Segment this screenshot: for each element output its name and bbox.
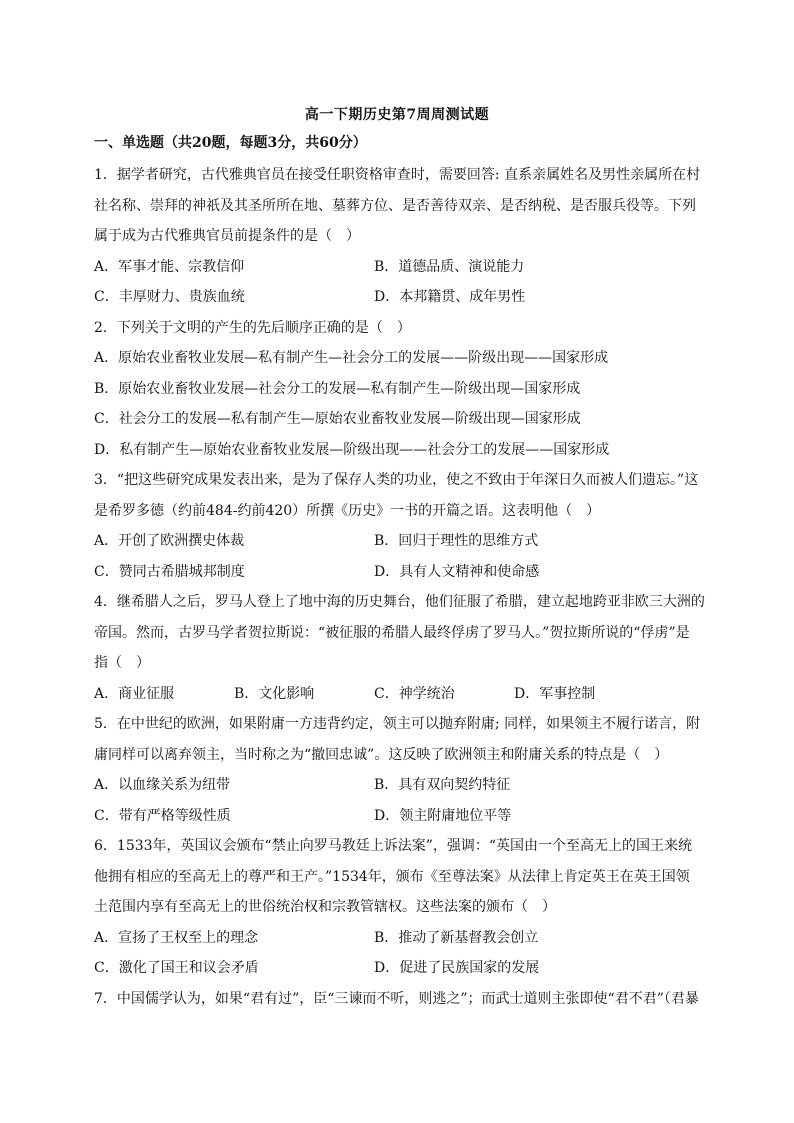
question-text-line: 属于成为古代雅典官员前提条件的是（ ） [94,228,360,244]
question-3 [94,465,706,587]
option-b[interactable]: B．具有双向契约特征 [374,777,511,793]
option-b[interactable]: B．道德品质、演说能力 [374,258,525,275]
option-row [94,923,706,954]
option-a[interactable]: A．开创了欧洲撰史体裁 [94,533,245,549]
option-a[interactable]: A．原始农业畜牧业发展—私有制产生—社会分工的发展——阶级出现——国家形成 [94,350,609,366]
option-c[interactable]: C．丰厚财力、贵族血统 [94,289,245,305]
option-row [94,679,706,710]
option-a[interactable]: A．以血缘关系为纽带 [94,777,231,793]
question-text-line: 7．中国儒学认为，如果“君有过”，臣“三谏而不听，则逃之”；而武士道则主张即使“君不君”（君暴 [94,990,699,1007]
option-a[interactable]: A．商业征服 [94,685,175,702]
option-b[interactable]: B．回归于理性的思维方式 [374,533,539,549]
question-text-line: 社名称、崇拜的神祇及其圣所所在地、墓葬方位、是否善待双亲、是否纳税、是否服兵役等。下列 [94,197,696,214]
question-text-line: 他拥有相应的至高无上的尊严和王产。”1534年，颁布《至尊法案》从法律上肯定英王在英王国领 [94,868,690,885]
section-heading: 一、单选题（共20题，每题3分，共60分） [94,135,367,151]
option-c[interactable]: C．神学统治 [374,685,455,702]
question-text-line: 土范围内享有至高无上的世俗统治权和宗教管辖权。这些法案的颁布（ ） [94,899,556,915]
question-text-line: 3．“把这些研究成果发表出来，是为了保存人类的功业，使之不致由于年深日久而被人们遗忘。”这 [94,472,699,488]
option-row [94,801,706,832]
option-b[interactable]: B．原始农业畜牧业发展—社会分工的发展—私有制产生—阶级出现—国家形成 [94,380,581,397]
option-row [94,953,706,984]
question-7 [94,984,706,1015]
option-c[interactable]: C．社会分工的发展—私有制产生—原始农业畜牧业发展—阶级出现—国家形成 [94,411,581,427]
question-list [94,160,706,1014]
option-row [94,770,706,801]
question-text-line: 4．继希腊人之后，罗马人登上了地中海的历史舞台，他们征服了希腊，建立起地跨亚非欧三大洲的 [94,594,705,610]
question-text-line: 指（ ） [94,655,150,671]
question-4 [94,587,706,709]
option-d[interactable]: D．具有人文精神和使命感 [374,563,540,580]
question-text-line: 帝国。然而，古罗马学者贺拉斯说：“被征服的希腊人最终俘虏了罗马人。”贺拉斯所说的“俘虏”是 [94,624,690,641]
question-text-line: 5．在中世纪的欧洲，如果附庸一方违背约定，领主可以抛弃附庸; 同样，如果领主不履行诺言，附 [94,716,701,732]
question-5 [94,709,706,831]
question-1 [94,160,706,313]
option-d[interactable]: D．本邦籍贯、成年男性 [374,289,526,305]
option-d[interactable]: D．领主附庸地位平等 [374,807,512,824]
option-c[interactable]: C．激化了国王和议会矛盾 [94,960,259,976]
option-row [94,252,706,283]
question-6 [94,831,706,984]
option-b[interactable]: B．文化影响 [234,685,315,702]
option-row [94,526,706,557]
option-d[interactable]: D．军事控制 [514,685,596,702]
option-row [94,557,706,588]
question-text-line: 1．据学者研究，古代雅典官员在接受任职资格审查时，需要回答: 直系亲属姓名及男性亲属所在村 [94,167,701,183]
question-text-line: 6．1533年，英国议会颁布“禁止向罗马教廷上诉法案”，强调：“英国由一个至高无上的国王来统 [94,838,693,854]
option-a[interactable]: A．宣扬了王权至上的理念 [94,929,259,946]
option-row [94,282,706,313]
question-text-line: 庸同样可以离弃领主，当时称之为“撤回忠诚”。这反映了欧洲领主和附庸关系的特点是（ ） [94,746,669,763]
option-b[interactable]: B．推动了新基督教会创立 [374,929,539,946]
page-title: 高一下期历史第7周周测试题 [304,107,490,123]
question-2 [94,313,706,466]
option-c[interactable]: C．带有严格等级性质 [94,807,231,824]
option-d[interactable]: D．促进了民族国家的发展 [374,960,540,976]
option-c[interactable]: C．赞同古希腊城邦制度 [94,563,245,580]
question-text-line: 是希罗多德（约前484-约前420）所撰《历史》一书的开篇之语。这表明他（ ） [94,502,601,519]
option-a[interactable]: A．军事才能、宗教信仰 [94,258,245,275]
option-d[interactable]: D．私有制产生—原始农业畜牧业发展—阶级出现——社会分工的发展——国家形成 [94,441,610,458]
question-text-line: 2．下列关于文明的产生的先后顺序正确的是（ ） [94,319,411,336]
